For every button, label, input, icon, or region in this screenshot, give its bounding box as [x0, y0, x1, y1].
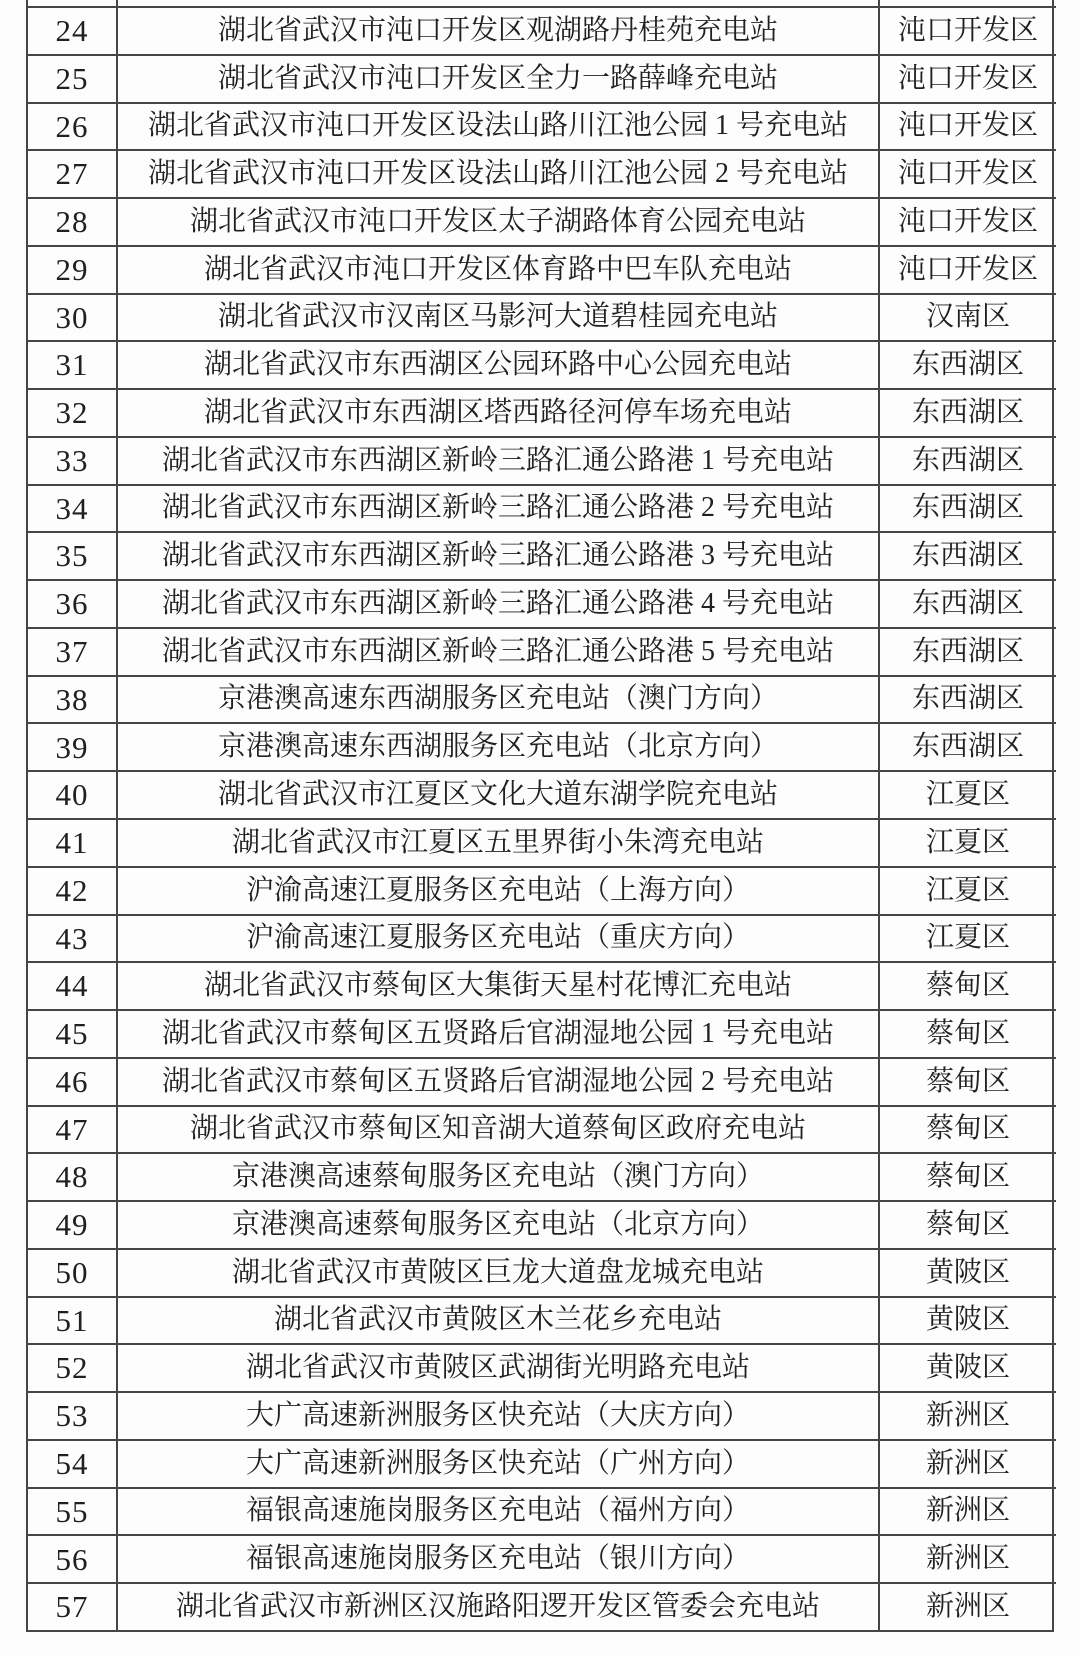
district-cell: 汉南区 — [878, 293, 1056, 341]
row-number-cell: 26 — [28, 102, 116, 150]
station-name-cell: 湖北省武汉市蔡甸区大集街天星村花博汇充电站 — [116, 961, 878, 1009]
district-cell: 沌口开发区 — [878, 6, 1056, 54]
district-cell: 江夏区 — [878, 914, 1056, 962]
row-number-cell: 35 — [28, 531, 116, 579]
station-name-cell: 湖北省武汉市沌口开发区观湖路丹桂苑充电站 — [116, 6, 878, 54]
station-name-cell: 福银高速施岗服务区充电站（银川方向） — [116, 1534, 878, 1582]
station-name-cell: 京港澳高速蔡甸服务区充电站（北京方向） — [116, 1200, 878, 1248]
station-name-cell: 湖北省武汉市沌口开发区太子湖路体育公园充电站 — [116, 197, 878, 245]
district-cell: 新洲区 — [878, 1439, 1056, 1487]
row-number-cell: 34 — [28, 484, 116, 532]
row-number-cell: 33 — [28, 436, 116, 484]
district-cell: 蔡甸区 — [878, 961, 1056, 1009]
district-cell: 东西湖区 — [878, 340, 1056, 388]
district-cell: 东西湖区 — [878, 579, 1056, 627]
charging-station-table — [26, 0, 1054, 1632]
district-cell: 东西湖区 — [878, 484, 1056, 532]
district-cell: 新洲区 — [878, 1582, 1056, 1630]
district-cell: 蔡甸区 — [878, 1200, 1056, 1248]
row-number-cell: 40 — [28, 770, 116, 818]
station-name-cell: 湖北省武汉市新洲区汉施路阳逻开发区管委会充电站 — [116, 1582, 878, 1630]
station-name-cell: 湖北省武汉市东西湖区新岭三路汇通公路港 3 号充电站 — [116, 531, 878, 579]
row-number-cell: 52 — [28, 1343, 116, 1391]
row-number-cell: 41 — [28, 818, 116, 866]
district-cell: 东西湖区 — [878, 722, 1056, 770]
station-name-cell: 湖北省武汉市东西湖区塔西路径河停车场充电站 — [116, 388, 878, 436]
station-name-cell: 湖北省武汉市蔡甸区五贤路后官湖湿地公园 1 号充电站 — [116, 1009, 878, 1057]
district-cell: 黄陂区 — [878, 1343, 1056, 1391]
row-number-cell: 53 — [28, 1391, 116, 1439]
row-number-cell: 24 — [28, 6, 116, 54]
station-name-cell: 湖北省武汉市汉南区马影河大道碧桂园充电站 — [116, 293, 878, 341]
district-cell: 蔡甸区 — [878, 1057, 1056, 1105]
district-cell: 沌口开发区 — [878, 245, 1056, 293]
row-number-cell: 44 — [28, 961, 116, 1009]
station-name-cell: 湖北省武汉市沌口开发区体育路中巴车队充电站 — [116, 245, 878, 293]
row-number-cell: 28 — [28, 197, 116, 245]
row-number-cell: 38 — [28, 675, 116, 723]
station-name-cell: 湖北省武汉市江夏区五里界街小朱湾充电站 — [116, 818, 878, 866]
district-cell: 新洲区 — [878, 1391, 1056, 1439]
row-number-cell: 39 — [28, 722, 116, 770]
district-cell: 东西湖区 — [878, 675, 1056, 723]
district-cell: 蔡甸区 — [878, 1105, 1056, 1153]
row-number-cell: 30 — [28, 293, 116, 341]
district-cell: 东西湖区 — [878, 531, 1056, 579]
district-cell: 江夏区 — [878, 818, 1056, 866]
station-name-cell: 大广高速新洲服务区快充站（大庆方向） — [116, 1391, 878, 1439]
district-cell: 东西湖区 — [878, 627, 1056, 675]
row-number-cell: 45 — [28, 1009, 116, 1057]
station-name-cell: 湖北省武汉市东西湖区公园环路中心公园充电站 — [116, 340, 878, 388]
row-number-cell: 32 — [28, 388, 116, 436]
station-name-cell: 福银高速施岗服务区充电站（福州方向） — [116, 1487, 878, 1535]
station-name-cell: 京港澳高速东西湖服务区充电站（北京方向） — [116, 722, 878, 770]
station-name-cell: 湖北省武汉市蔡甸区五贤路后官湖湿地公园 2 号充电站 — [116, 1057, 878, 1105]
row-number-cell: 36 — [28, 579, 116, 627]
row-number-cell: 37 — [28, 627, 116, 675]
district-cell: 黄陂区 — [878, 1248, 1056, 1296]
station-name-cell: 沪渝高速江夏服务区充电站（重庆方向） — [116, 914, 878, 962]
district-cell: 沌口开发区 — [878, 102, 1056, 150]
station-name-cell: 湖北省武汉市东西湖区新岭三路汇通公路港 2 号充电站 — [116, 484, 878, 532]
row-number-cell: 46 — [28, 1057, 116, 1105]
district-cell: 黄陂区 — [878, 1296, 1056, 1344]
district-cell: 沌口开发区 — [878, 197, 1056, 245]
row-number-cell: 47 — [28, 1105, 116, 1153]
station-name-cell: 京港澳高速蔡甸服务区充电站（澳门方向） — [116, 1152, 878, 1200]
district-cell: 沌口开发区 — [878, 54, 1056, 102]
row-number-cell: 25 — [28, 54, 116, 102]
district-cell: 蔡甸区 — [878, 1009, 1056, 1057]
district-cell: 沌口开发区 — [878, 149, 1056, 197]
row-number-cell: 57 — [28, 1582, 116, 1630]
district-cell: 江夏区 — [878, 770, 1056, 818]
station-name-cell: 湖北省武汉市沌口开发区设法山路川江池公园 2 号充电站 — [116, 149, 878, 197]
district-cell: 蔡甸区 — [878, 1152, 1056, 1200]
station-name-cell: 湖北省武汉市江夏区文化大道东湖学院充电站 — [116, 770, 878, 818]
district-cell: 江夏区 — [878, 866, 1056, 914]
station-name-cell: 湖北省武汉市沌口开发区全力一路薛峰充电站 — [116, 54, 878, 102]
row-number-cell: 31 — [28, 340, 116, 388]
station-name-cell: 京港澳高速东西湖服务区充电站（澳门方向） — [116, 675, 878, 723]
district-cell: 东西湖区 — [878, 436, 1056, 484]
row-number-cell: 55 — [28, 1487, 116, 1535]
row-number-cell: 54 — [28, 1439, 116, 1487]
row-number-cell: 51 — [28, 1296, 116, 1344]
row-number-cell: 43 — [28, 914, 116, 962]
row-number-cell: 27 — [28, 149, 116, 197]
row-number-cell: 50 — [28, 1248, 116, 1296]
station-name-cell: 湖北省武汉市东西湖区新岭三路汇通公路港 5 号充电站 — [116, 627, 878, 675]
row-number-cell: 29 — [28, 245, 116, 293]
row-number-cell: 42 — [28, 866, 116, 914]
district-cell: 新洲区 — [878, 1534, 1056, 1582]
station-name-cell: 湖北省武汉市黄陂区巨龙大道盘龙城充电站 — [116, 1248, 878, 1296]
station-name-cell: 湖北省武汉市东西湖区新岭三路汇通公路港 4 号充电站 — [116, 579, 878, 627]
station-name-cell: 湖北省武汉市黄陂区武湖街光明路充电站 — [116, 1343, 878, 1391]
station-name-cell: 湖北省武汉市蔡甸区知音湖大道蔡甸区政府充电站 — [116, 1105, 878, 1153]
row-number-cell: 48 — [28, 1152, 116, 1200]
district-cell: 东西湖区 — [878, 388, 1056, 436]
row-number-cell: 49 — [28, 1200, 116, 1248]
row-number-cell: 56 — [28, 1534, 116, 1582]
station-name-cell: 沪渝高速江夏服务区充电站（上海方向） — [116, 866, 878, 914]
district-cell: 新洲区 — [878, 1487, 1056, 1535]
station-name-cell: 湖北省武汉市黄陂区木兰花乡充电站 — [116, 1296, 878, 1344]
station-name-cell: 湖北省武汉市东西湖区新岭三路汇通公路港 1 号充电站 — [116, 436, 878, 484]
station-name-cell: 大广高速新洲服务区快充站（广州方向） — [116, 1439, 878, 1487]
station-name-cell: 湖北省武汉市沌口开发区设法山路川江池公园 1 号充电站 — [116, 102, 878, 150]
